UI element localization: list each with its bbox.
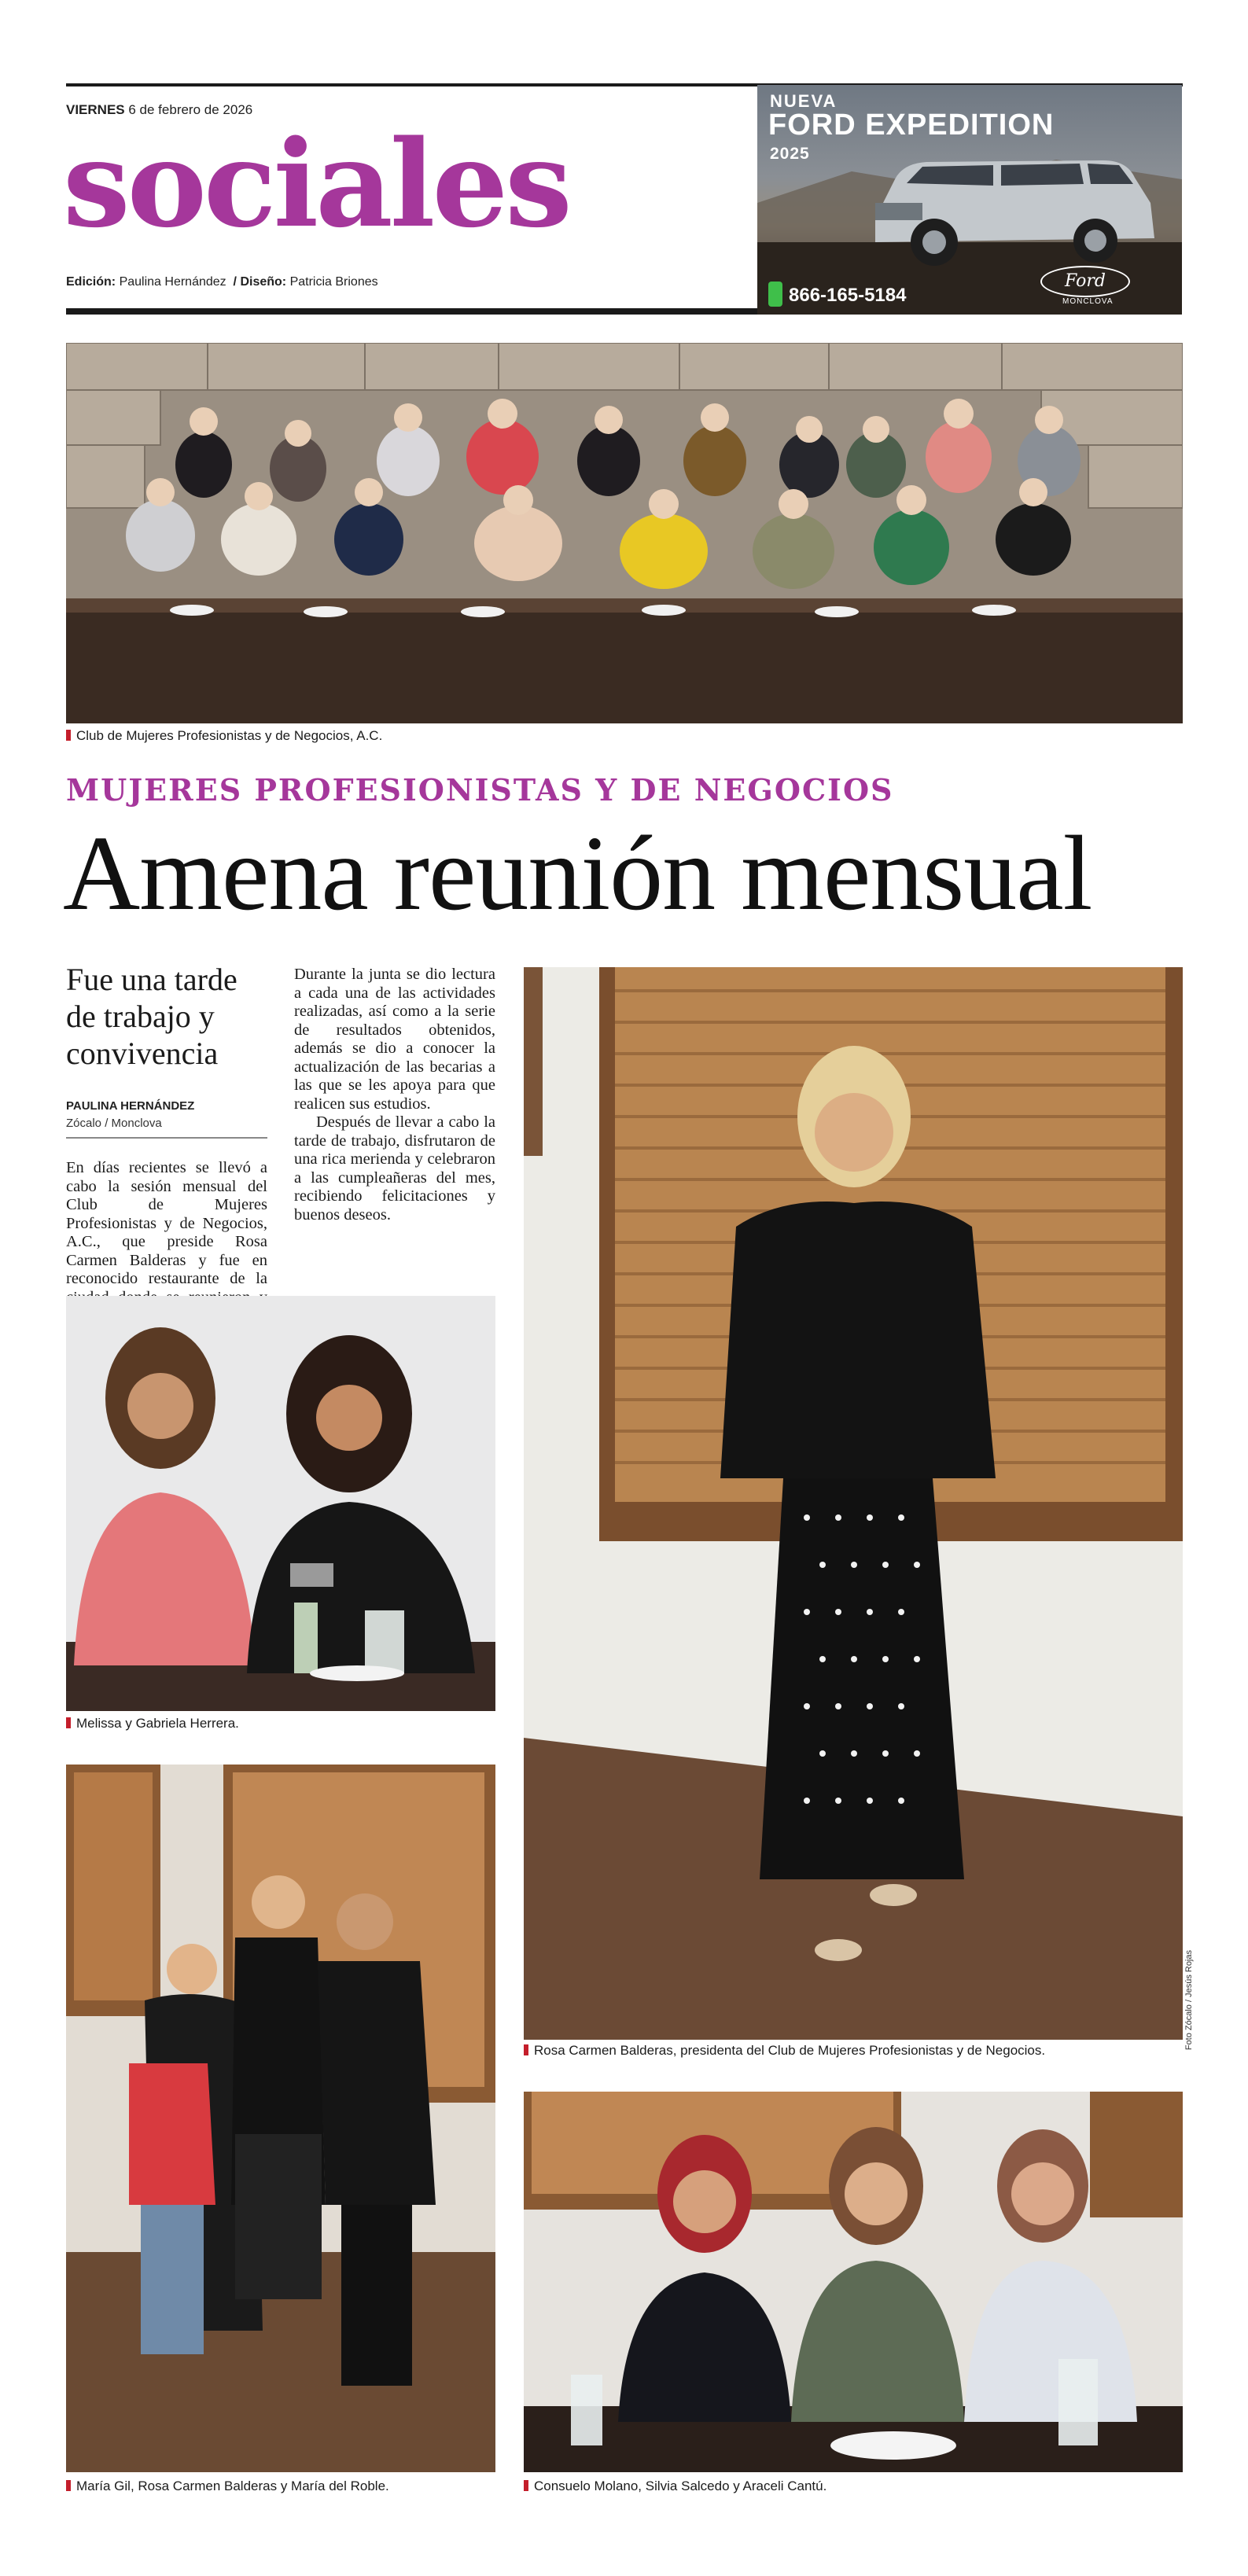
pair-caption-text: Melissa y Gabriela Herrera.: [76, 1716, 239, 1731]
table-photo-caption: [524, 2478, 826, 2494]
dateline-day: VIERNES: [66, 102, 125, 117]
diseno-label: / Diseño:: [233, 275, 287, 289]
president-caption-text: Rosa Carmen Balderas, presidenta del Club de Mujeres Profesionistas y de Negocios.: [534, 2043, 1046, 2058]
article-kicker: MUJERES PROFESIONISTAS Y DE NEGOCIOS: [66, 772, 894, 808]
group-photo-image: [66, 343, 1183, 723]
president-photo-caption: [524, 2043, 1045, 2059]
ford-expedition-ad[interactable]: [757, 85, 1182, 315]
trio-photo-caption: [66, 2478, 389, 2494]
caption-marker: [66, 1717, 71, 1728]
article-location: Zócalo / Monclova: [66, 1117, 162, 1130]
caption-marker: [66, 2480, 71, 2491]
president-photo: [524, 967, 1183, 2040]
diseno-name: Patricia Briones: [289, 275, 378, 289]
ad-city: MONCLOVA: [1062, 297, 1114, 306]
phone-icon: [768, 282, 782, 307]
edicion-name: Paulina Hernández: [119, 275, 226, 289]
section-title: sociales: [63, 113, 569, 254]
table-photo: [524, 2092, 1183, 2472]
pair-photo-caption: [66, 1716, 239, 1731]
ad-tag: NUEVA: [770, 91, 838, 111]
article-paragraph-2: Durante la junta se dio lectura a cada una de las actividades realizadas, así como a la serie de resultados obtenidos, además se dio a conocer la actualización de las becarias a las que se les apoya para que realicen sus estudios.: [294, 966, 495, 1113]
article-paragraph-3: Después de llevar a cabo la tarde de trabajo, disfrutaron de una rica merienda y celebraron a las cumpleañeras del mes, recibiendo felicitaciones y buenos deseos.: [294, 1113, 495, 1224]
pair-photo-image: [66, 1296, 495, 1711]
ford-logo: Ford: [1040, 266, 1130, 297]
byline-rule: [66, 1137, 267, 1139]
header-rule: [66, 308, 758, 315]
article-headline: Amena reunión mensual: [63, 815, 1092, 933]
article-paragraph-1: En días recientes se llevó a cabo la sesión mensual del Club de Mujeres Profesionistas y de Negocios, A.C., que preside Rosa Carmen Balderas y fue en reconocido restaurante de la: [66, 1159, 267, 1287]
ad-phone: 866-165-5184: [789, 285, 907, 306]
article-column-2: [294, 966, 495, 1224]
photo-credit: Foto Zócalo / Jesús Rojas: [1184, 1950, 1194, 2051]
ad-model: FORD EXPEDITION: [768, 109, 1055, 142]
caption-marker: [524, 2044, 528, 2055]
president-photo-image: [524, 967, 1183, 2040]
group-photo-caption: [66, 728, 382, 744]
caption-marker: [524, 2480, 528, 2491]
trio-caption-text: María Gil, Rosa Carmen Balderas y María del Roble.: [76, 2478, 389, 2493]
article-subhead: Fue una tarde de trabajo y convivencia: [66, 962, 237, 1071]
caption-marker: [66, 730, 71, 741]
table-caption-text: Consuelo Molano, Silvia Salcedo y Araceli Cantú.: [534, 2478, 827, 2493]
group-photo: [66, 343, 1183, 723]
trio-photo-image: [66, 1765, 495, 2472]
trio-photo: [66, 1765, 495, 2472]
group-caption-text: Club de Mujeres Profesionistas y de Negocios, A.C.: [76, 728, 383, 743]
table-photo-image: [524, 2092, 1183, 2472]
pair-photo: [66, 1296, 495, 1711]
dateline-date: 6 de febrero de 2026: [128, 102, 253, 117]
staff-credits: [66, 275, 378, 289]
ad-year: 2025: [770, 145, 810, 163]
edicion-label: Edición:: [66, 275, 116, 289]
article-byline: PAULINA HERNÁNDEZ: [66, 1099, 195, 1113]
